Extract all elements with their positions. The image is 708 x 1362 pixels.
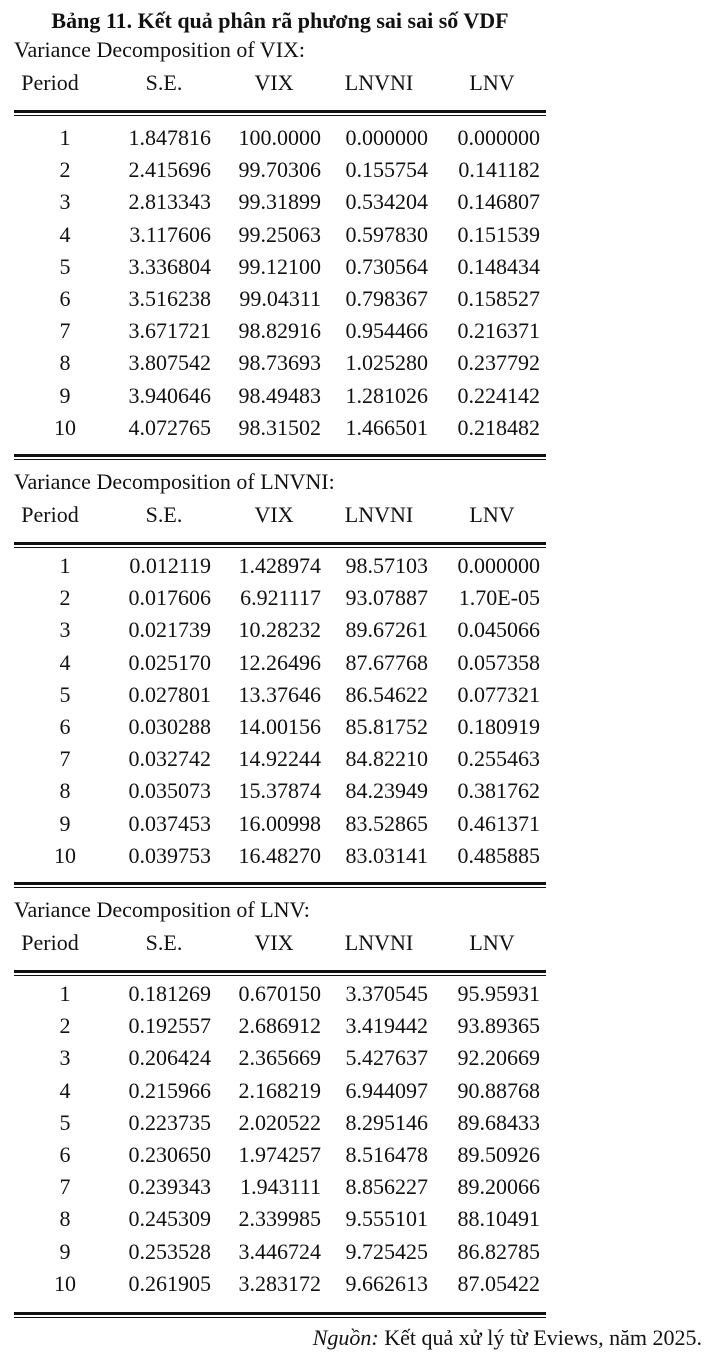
cell-vix: 14.92244 bbox=[238, 746, 321, 772]
table-row bbox=[14, 154, 546, 186]
cell-lnvni: 0.954466 bbox=[345, 318, 428, 344]
cell-se: 3.117606 bbox=[129, 221, 211, 247]
table-row bbox=[14, 251, 546, 283]
cell-se: 0.230650 bbox=[128, 1142, 211, 1167]
table-row bbox=[14, 186, 546, 218]
cell-lnv: 0.141182 bbox=[458, 157, 540, 183]
cell-vix: 12.26496 bbox=[238, 649, 321, 675]
cell-lnvni: 87.67768 bbox=[345, 649, 428, 675]
cell-lnvni: 85.81752 bbox=[345, 714, 428, 739]
cell-period: 10 bbox=[54, 842, 76, 868]
cell-se: 1.847816 bbox=[128, 125, 211, 150]
cell-lnv: 95.95931 bbox=[457, 981, 540, 1006]
table-row bbox=[14, 347, 546, 379]
cell-lnvni: 9.662613 bbox=[345, 1270, 428, 1296]
cell-period: 8 bbox=[59, 1206, 71, 1232]
cell-vix: 99.25063 bbox=[238, 221, 321, 247]
double-rule bbox=[14, 1312, 546, 1318]
table-row bbox=[14, 1236, 546, 1268]
cell-se: 2.813343 bbox=[128, 189, 211, 215]
cell-lnvni: 5.427637 bbox=[345, 1045, 428, 1071]
col-header-lnv: LNV bbox=[469, 502, 515, 527]
cell-vix: 1.428974 bbox=[238, 553, 321, 578]
table-row bbox=[14, 1171, 546, 1203]
cell-lnvni: 1.466501 bbox=[345, 414, 428, 440]
cell-lnv: 0.218482 bbox=[457, 414, 540, 440]
table-row bbox=[14, 647, 546, 679]
cell-se: 0.253528 bbox=[128, 1238, 211, 1264]
cell-se: 0.192557 bbox=[128, 1013, 211, 1039]
cell-lnv: 87.05422 bbox=[457, 1270, 540, 1296]
cell-lnv: 0.000000 bbox=[457, 125, 540, 150]
cell-period: 9 bbox=[59, 810, 71, 836]
cell-se: 3.940646 bbox=[128, 382, 211, 408]
cell-lnv: 0.146807 bbox=[457, 189, 540, 215]
cell-se: 0.181269 bbox=[128, 981, 211, 1006]
table-row bbox=[14, 1268, 546, 1300]
section-heading: Variance Decomposition of VIX: bbox=[14, 37, 306, 62]
cell-lnv: 0.158527 bbox=[457, 286, 540, 311]
cell-period: 2 bbox=[59, 585, 71, 611]
cell-lnv: 90.88768 bbox=[457, 1077, 540, 1103]
source-label: Nguồn: bbox=[312, 1325, 379, 1350]
cell-period: 1 bbox=[59, 553, 71, 578]
table-row bbox=[14, 412, 546, 444]
table-row bbox=[14, 743, 546, 775]
col-header-vix: VIX bbox=[254, 930, 294, 955]
cell-se: 0.017606 bbox=[128, 585, 211, 611]
cell-lnvni: 93.07887 bbox=[345, 585, 428, 611]
cell-period: 8 bbox=[59, 778, 71, 804]
col-header-lnv: LNV bbox=[469, 70, 515, 95]
cell-period: 5 bbox=[59, 1109, 71, 1135]
cell-lnv: 0.077321 bbox=[457, 681, 540, 707]
cell-vix: 100.0000 bbox=[238, 125, 321, 150]
cell-lnvni: 0.730564 bbox=[345, 253, 428, 279]
cell-lnvni: 1.025280 bbox=[345, 350, 428, 376]
cell-vix: 98.31502 bbox=[238, 414, 321, 440]
col-header-lnvni: LNVNI bbox=[344, 70, 414, 95]
cell-lnvni: 8.295146 bbox=[345, 1109, 428, 1135]
double-rule bbox=[14, 542, 546, 548]
cell-vix: 98.73693 bbox=[238, 350, 321, 376]
cell-vix: 1.974257 bbox=[238, 1142, 321, 1167]
col-header-lnvni: LNVNI bbox=[344, 502, 414, 527]
cell-period: 3 bbox=[59, 617, 71, 643]
table-row bbox=[14, 840, 546, 872]
cell-period: 10 bbox=[54, 414, 76, 440]
column-header-row bbox=[14, 500, 546, 530]
cell-period: 7 bbox=[59, 318, 71, 344]
cell-vix: 14.00156 bbox=[238, 714, 321, 739]
cell-se: 0.012119 bbox=[129, 553, 211, 578]
cell-vix: 2.686912 bbox=[238, 1013, 321, 1039]
cell-lnv: 0.224142 bbox=[457, 382, 540, 408]
cell-vix: 2.365669 bbox=[238, 1045, 321, 1071]
cell-lnv: 88.10491 bbox=[457, 1206, 540, 1232]
cell-se: 0.030288 bbox=[128, 714, 211, 739]
cell-lnv: 0.485885 bbox=[457, 842, 540, 868]
cell-vix: 2.020522 bbox=[238, 1109, 321, 1135]
cell-se: 0.261905 bbox=[128, 1270, 211, 1296]
section-heading: Variance Decomposition of LNV: bbox=[14, 897, 310, 922]
cell-se: 3.336804 bbox=[128, 253, 211, 279]
cell-se: 0.025170 bbox=[128, 649, 211, 675]
col-header-lnvni: LNVNI bbox=[344, 930, 414, 955]
cell-lnv: 0.148434 bbox=[457, 253, 540, 279]
table-row bbox=[14, 582, 546, 614]
cell-lnvni: 6.944097 bbox=[345, 1077, 428, 1103]
cell-period: 1 bbox=[59, 125, 71, 150]
cell-period: 6 bbox=[59, 714, 71, 739]
cell-vix: 99.04311 bbox=[239, 286, 321, 311]
cell-lnv: 0.180919 bbox=[457, 714, 540, 739]
table-row bbox=[14, 614, 546, 646]
cell-vix: 3.446724 bbox=[238, 1238, 321, 1264]
section-heading: Variance Decomposition of LNVNI: bbox=[14, 469, 335, 494]
cell-lnvni: 8.856227 bbox=[345, 1174, 428, 1200]
cell-vix: 99.12100 bbox=[238, 253, 321, 279]
cell-lnv: 0.045066 bbox=[457, 617, 540, 643]
col-header-se: S.E. bbox=[145, 502, 183, 527]
double-rule bbox=[14, 454, 546, 460]
table-row bbox=[14, 315, 546, 347]
cell-se: 0.206424 bbox=[128, 1045, 211, 1071]
cell-period: 7 bbox=[59, 1174, 71, 1200]
cell-se: 0.039753 bbox=[128, 842, 211, 868]
col-header-period: Period bbox=[21, 70, 79, 95]
cell-lnvni: 98.57103 bbox=[345, 553, 428, 578]
cell-se: 0.223735 bbox=[128, 1109, 211, 1135]
cell-se: 4.072765 bbox=[128, 414, 211, 440]
cell-lnvni: 83.03141 bbox=[345, 842, 428, 868]
table-row bbox=[14, 1107, 546, 1139]
table-row bbox=[14, 1042, 546, 1074]
cell-period: 8 bbox=[59, 350, 71, 376]
cell-lnvni: 0.534204 bbox=[345, 189, 428, 215]
cell-period: 4 bbox=[59, 1077, 71, 1103]
cell-lnv: 89.20066 bbox=[457, 1174, 540, 1200]
cell-period: 2 bbox=[59, 157, 71, 183]
cell-lnv: 89.50926 bbox=[457, 1142, 540, 1167]
cell-vix: 98.82916 bbox=[238, 318, 321, 344]
cell-period: 9 bbox=[59, 382, 71, 408]
cell-lnv: 0.381762 bbox=[457, 778, 540, 804]
cell-se: 2.415696 bbox=[128, 157, 211, 183]
cell-vix: 98.49483 bbox=[238, 382, 321, 408]
table-row bbox=[14, 380, 546, 412]
col-header-period: Period bbox=[21, 502, 79, 527]
cell-lnv: 89.68433 bbox=[457, 1109, 540, 1135]
cell-period: 7 bbox=[59, 746, 71, 772]
table-title: Bảng 11. Kết quả phân rã phương sai sai số VDF bbox=[51, 8, 509, 33]
cell-vix: 6.921117 bbox=[240, 585, 321, 611]
cell-se: 0.027801 bbox=[128, 681, 211, 707]
cell-lnv: 0.216371 bbox=[457, 318, 540, 344]
cell-se: 0.037453 bbox=[128, 810, 211, 836]
cell-vix: 1.943111 bbox=[240, 1174, 321, 1200]
col-header-lnv: LNV bbox=[469, 930, 515, 955]
cell-period: 3 bbox=[59, 1045, 71, 1071]
double-rule bbox=[14, 110, 546, 116]
cell-lnvni: 9.725425 bbox=[345, 1238, 428, 1264]
cell-lnv: 0.000000 bbox=[457, 553, 540, 578]
cell-lnv: 86.82785 bbox=[457, 1238, 540, 1264]
cell-period: 1 bbox=[59, 981, 71, 1006]
table-row bbox=[14, 711, 546, 743]
cell-lnvni: 3.419442 bbox=[345, 1013, 428, 1039]
cell-vix: 16.00998 bbox=[238, 810, 321, 836]
cell-lnv: 92.20669 bbox=[457, 1045, 540, 1071]
cell-se: 0.021739 bbox=[128, 617, 211, 643]
cell-lnv: 93.89365 bbox=[457, 1013, 540, 1039]
cell-lnvni: 0.155754 bbox=[345, 157, 428, 183]
cell-lnv: 0.151539 bbox=[457, 221, 540, 247]
col-header-se: S.E. bbox=[145, 930, 183, 955]
cell-lnv: 1.70E-05 bbox=[458, 585, 540, 611]
cell-lnvni: 84.82210 bbox=[345, 746, 428, 772]
cell-se: 3.671721 bbox=[128, 318, 211, 344]
cell-lnvni: 0.000000 bbox=[345, 125, 428, 150]
table-row bbox=[14, 1075, 546, 1107]
cell-se: 0.245309 bbox=[128, 1206, 211, 1232]
cell-period: 10 bbox=[54, 1270, 76, 1296]
cell-lnvni: 1.281026 bbox=[345, 382, 428, 408]
col-header-period: Period bbox=[21, 930, 79, 955]
cell-period: 9 bbox=[59, 1238, 71, 1264]
column-header-row bbox=[14, 68, 546, 98]
cell-period: 4 bbox=[59, 649, 71, 675]
table-row bbox=[14, 978, 546, 1010]
cell-period: 4 bbox=[59, 221, 71, 247]
source-text: Kết quả xử lý từ Eviews, năm 2025. bbox=[378, 1325, 702, 1350]
col-header-se: S.E. bbox=[145, 70, 183, 95]
cell-lnvni: 83.52865 bbox=[345, 810, 428, 836]
double-rule bbox=[14, 970, 546, 976]
cell-lnvni: 86.54622 bbox=[345, 681, 428, 707]
cell-lnvni: 89.67261 bbox=[345, 617, 428, 643]
cell-se: 3.807542 bbox=[128, 350, 211, 376]
cell-vix: 0.670150 bbox=[238, 981, 321, 1006]
table-row bbox=[14, 808, 546, 840]
cell-vix: 3.283172 bbox=[238, 1270, 321, 1296]
cell-period: 5 bbox=[59, 253, 71, 279]
table-row bbox=[14, 1139, 546, 1171]
cell-vix: 10.28232 bbox=[238, 617, 321, 643]
cell-vix: 99.70306 bbox=[238, 157, 321, 183]
cell-vix: 2.339985 bbox=[238, 1206, 321, 1232]
cell-vix: 16.48270 bbox=[238, 842, 321, 868]
cell-lnv: 0.237792 bbox=[457, 350, 540, 376]
cell-vix: 15.37874 bbox=[238, 778, 321, 804]
cell-lnv: 0.255463 bbox=[457, 746, 540, 772]
table-row bbox=[14, 679, 546, 711]
cell-period: 6 bbox=[59, 286, 71, 311]
cell-period: 2 bbox=[59, 1013, 71, 1039]
table-row bbox=[14, 775, 546, 807]
cell-lnvni: 0.597830 bbox=[345, 221, 428, 247]
table-row bbox=[14, 1203, 546, 1235]
cell-se: 0.032742 bbox=[128, 746, 211, 772]
col-header-vix: VIX bbox=[254, 70, 294, 95]
cell-vix: 99.31899 bbox=[238, 189, 321, 215]
source-note bbox=[313, 1323, 702, 1353]
cell-period: 3 bbox=[59, 189, 71, 215]
cell-se: 0.035073 bbox=[128, 778, 211, 804]
cell-se: 0.215966 bbox=[128, 1077, 211, 1103]
cell-period: 6 bbox=[59, 1142, 71, 1167]
col-header-vix: VIX bbox=[254, 502, 294, 527]
cell-lnvni: 3.370545 bbox=[345, 981, 428, 1006]
cell-se: 0.239343 bbox=[128, 1174, 211, 1200]
cell-vix: 13.37646 bbox=[238, 681, 321, 707]
column-header-row bbox=[14, 928, 546, 958]
cell-lnvni: 0.798367 bbox=[345, 286, 428, 311]
table-row bbox=[14, 1010, 546, 1042]
cell-lnvni: 9.555101 bbox=[345, 1206, 428, 1232]
cell-lnvni: 84.23949 bbox=[345, 778, 428, 804]
cell-se: 3.516238 bbox=[128, 286, 211, 311]
cell-period: 5 bbox=[59, 681, 71, 707]
cell-lnv: 0.057358 bbox=[457, 649, 540, 675]
table-row bbox=[14, 219, 546, 251]
table-row bbox=[14, 550, 546, 582]
cell-lnvni: 8.516478 bbox=[345, 1142, 428, 1167]
table-row bbox=[14, 122, 546, 154]
double-rule bbox=[14, 882, 546, 888]
cell-vix: 2.168219 bbox=[238, 1077, 321, 1103]
table-row bbox=[14, 283, 546, 315]
cell-lnv: 0.461371 bbox=[457, 810, 540, 836]
